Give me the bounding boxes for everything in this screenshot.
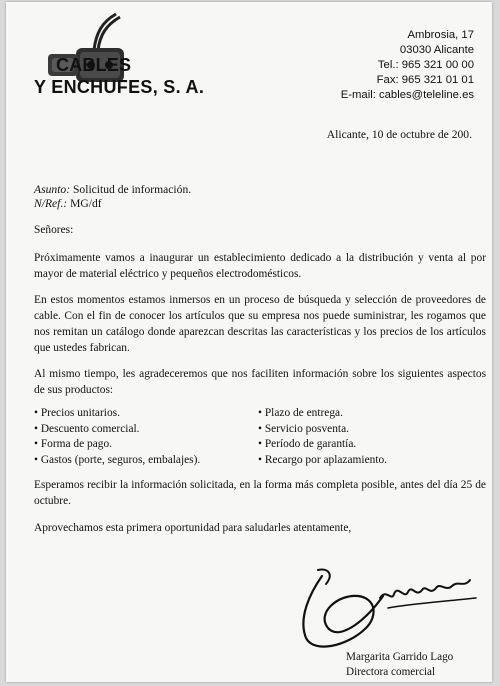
list-item: • Precios unitarios.: [34, 407, 120, 419]
closing-paragraph: Esperamos recibir la información solicitada, en la forma más completa posible, antes del día 25 de octubre.: [34, 479, 486, 507]
reference-block: [34, 183, 191, 211]
list-item: • Servicio posventa.: [258, 422, 349, 435]
subject-value: Solicitud de información.: [70, 183, 192, 196]
contact-block: [341, 28, 474, 103]
phone: Tel.: 965 321 00 00: [377, 59, 474, 71]
company-name-line2: Y ENCHUFES, S. A.: [34, 77, 205, 97]
list-item: • Período de garantía.: [258, 438, 357, 450]
ref-label: N/Ref.:: [34, 197, 68, 210]
list-item: • Plazo de entrega.: [258, 407, 343, 419]
list-item: • Gastos (porte, seguros, embalajes).: [34, 453, 201, 466]
list-item: • Forma de pago.: [34, 438, 113, 450]
paragraph-1: Próximamente vamos a inaugurar un establecimiento dedicado a la distribución y venta al por mayor de material eléctrico y pequeños electrodomésticos.: [34, 252, 486, 280]
paragraph-3: Al mismo tiempo, les agradeceremos que nos faciliten información sobre los siguientes aspectos de sus productos:: [34, 368, 486, 396]
address-street: Ambrosia, 17: [407, 29, 474, 41]
signature-image: [288, 558, 488, 658]
fax: Fax: 965 321 01 01: [376, 74, 474, 86]
paragraph-2: En estos momentos estamos inmersos en un proceso de búsqueda y selección de proveedores de cable. Con el fin de conocer los artículos que su empresa nos puede suministrar, les rogamos que nos remitan un catálogo donde aparezcan descritas las características y los precios de los artículos que ustedes fabrican.: [34, 294, 486, 354]
subject-label: Asunto:: [34, 183, 71, 196]
list-item: • Recargo por aplazamiento.: [258, 453, 388, 466]
signer-name: Margarita Garrido Lago: [346, 651, 454, 663]
letter-date: Alicante, 10 de octubre de 200.: [326, 128, 472, 141]
company-name-line1: CABLES: [56, 55, 132, 75]
bullet-list-left: [34, 406, 200, 468]
email: E-mail: cables@teleline.es: [340, 89, 474, 101]
signer-block: [346, 650, 453, 680]
farewell: Aprovechamos esta primera oportunidad para saludarles atentamente,: [34, 522, 352, 534]
ref-value: MG/df: [67, 197, 102, 210]
address-city: 03030 Alicante: [399, 44, 474, 56]
signer-title: Directora comercial: [346, 666, 436, 678]
bullet-list-right: [258, 406, 387, 468]
list-item: • Descuento comercial.: [34, 422, 140, 435]
letter-sheet: [6, 2, 492, 682]
salutation: Señores:: [34, 224, 74, 236]
